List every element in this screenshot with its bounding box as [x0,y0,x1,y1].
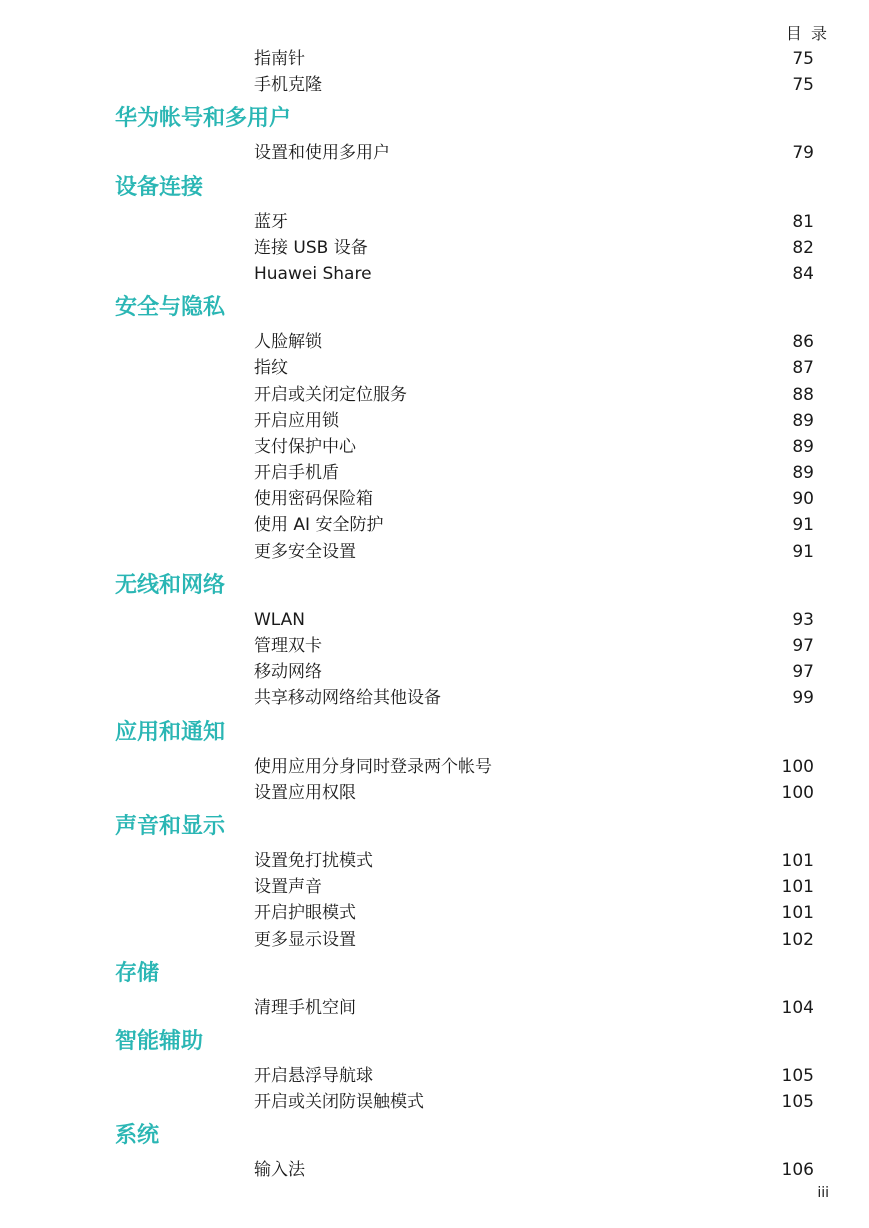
toc-entry-page-number: 104 [781,997,814,1018]
toc-entry-page-number: 106 [781,1160,814,1181]
toc-entry[interactable] [0,261,869,287]
toc-entry-title[interactable]: Huawei Share [254,263,372,284]
toc-entry[interactable] [0,408,869,434]
toc-entry[interactable] [0,329,869,355]
toc-section [0,287,869,565]
section-heading[interactable]: 安全与隐私 [115,295,226,321]
section-entry-list [0,995,869,1021]
toc-entry[interactable] [0,633,869,659]
toc-entry-page-number: 90 [792,489,814,510]
toc-entry-page-number: 84 [792,263,814,284]
section-entry-list [0,140,869,166]
toc-entry[interactable] [0,685,869,711]
toc-entry-page-number: 88 [792,384,814,405]
toc-entry-page-number: 82 [792,237,814,258]
toc-entry-title[interactable]: 人脸解锁 [254,332,322,353]
toc-entry[interactable] [0,486,869,512]
toc-entry[interactable] [0,235,869,261]
section-heading[interactable]: 声音和显示 [115,813,226,839]
toc-entry-page-number: 105 [781,1092,814,1113]
toc-entry-title[interactable]: 设置免打扰模式 [254,850,373,871]
toc-entry-page-number: 101 [781,877,814,898]
section-heading[interactable]: 存储 [115,960,160,986]
lead-entry-list [0,46,869,98]
toc-entry[interactable] [0,539,869,565]
toc-entry[interactable] [0,355,869,381]
toc-entry-title[interactable]: 蓝牙 [254,211,288,232]
toc-entry[interactable] [0,607,869,633]
toc-entry[interactable] [0,140,869,166]
toc-section [0,712,869,806]
toc-entry-page-number: 102 [781,929,814,950]
toc-entry[interactable] [0,72,869,98]
toc-entry-page-number: 89 [792,463,814,484]
toc-entry-page-number: 101 [781,903,814,924]
toc-entry-title[interactable]: 输入法 [254,1160,305,1181]
toc-entry-page-number: 75 [792,49,814,69]
toc-entry-title[interactable]: 更多显示设置 [254,929,356,950]
toc-entry-title[interactable]: 开启护眼模式 [254,903,356,924]
toc-entry-page-number: 101 [781,850,814,871]
toc-entry-title[interactable]: 清理手机空间 [254,997,356,1018]
toc-entry[interactable] [0,1157,869,1183]
toc-entry-page-number: 105 [781,1065,814,1086]
toc-entry[interactable] [0,1089,869,1115]
section-heading[interactable]: 华为帐号和多用户 [115,106,292,132]
toc-entry[interactable] [0,659,869,685]
toc-entry-page-number: 91 [792,515,814,536]
toc-entry[interactable] [0,46,869,72]
toc-section [0,1021,869,1115]
toc-entry-title[interactable]: 移动网络 [254,662,322,683]
page-header: 目 录 [785,24,829,43]
toc-entry-page-number: 89 [792,410,814,431]
section-entry-list [0,209,869,288]
toc-entry-title[interactable]: 指南针 [254,49,305,69]
toc-section [0,806,869,953]
section-heading[interactable]: 智能辅助 [115,1028,204,1054]
toc-entry[interactable] [0,848,869,874]
toc-entry-page-number: 86 [792,332,814,353]
toc-entry-title[interactable]: 手机克隆 [254,75,322,96]
toc-entry[interactable] [0,434,869,460]
toc-entry-title[interactable]: 更多安全设置 [254,541,356,562]
toc-entry-page-number: 97 [792,662,814,683]
toc-entry-page-number: 91 [792,541,814,562]
toc-entry-page-number: 100 [781,756,814,777]
toc-entry-title[interactable]: 设置应用权限 [254,782,356,803]
section-heading[interactable]: 应用和通知 [115,719,226,745]
toc-entry[interactable] [0,874,869,900]
toc-section [0,1115,869,1183]
section-heading[interactable]: 无线和网络 [115,572,226,598]
toc-entry[interactable] [0,995,869,1021]
toc-entry-title[interactable]: 支付保护中心 [254,436,356,457]
toc-entry-title[interactable]: 设置和使用多用户 [254,143,390,164]
section-list [0,98,869,1183]
toc-entry-title[interactable]: 开启悬浮导航球 [254,1065,373,1086]
section-entry-list [0,1063,869,1115]
toc-entry[interactable] [0,900,869,926]
section-entry-list [0,329,869,565]
toc-entry[interactable] [0,754,869,780]
toc-entry-page-number: 75 [792,75,814,96]
section-entry-list [0,848,869,953]
toc-entry-title[interactable]: 开启应用锁 [254,410,339,431]
toc-entry-title[interactable]: 共享移动网络给其他设备 [254,688,441,709]
section-entry-list [0,754,869,806]
toc-entry-page-number: 89 [792,436,814,457]
toc-section [0,167,869,288]
toc-section [0,565,869,712]
section-entry-list [0,1157,869,1183]
toc-entry-title[interactable]: 开启或关闭防误触模式 [254,1092,424,1113]
toc-entry-title[interactable]: 使用应用分身同时登录两个帐号 [254,756,492,777]
section-heading[interactable]: 设备连接 [115,174,204,200]
toc-entry-title[interactable]: 管理双卡 [254,636,322,656]
toc-entry-page-number: 100 [781,782,814,803]
toc-entry-title[interactable]: 指纹 [254,358,288,379]
toc-entry-page-number: 93 [792,609,814,630]
toc-entry[interactable] [0,209,869,235]
toc-entry-page-number: 79 [792,143,814,164]
toc-entry-title[interactable]: 连接 USB 设备 [254,237,368,258]
toc-entry-title[interactable]: 开启或关闭定位服务 [254,384,407,405]
toc-entry[interactable] [0,1063,869,1089]
toc-entry[interactable] [0,382,869,408]
toc-entry-title[interactable]: 开启手机盾 [254,463,339,484]
toc-entry-title[interactable]: 使用 AI 安全防护 [254,515,384,536]
toc-entry[interactable] [0,512,869,538]
toc-entry[interactable] [0,460,869,486]
toc-entry[interactable] [0,780,869,806]
section-heading[interactable]: 系统 [115,1123,160,1149]
toc-entry-page-number: 99 [792,688,814,709]
toc-section [0,98,869,166]
table-of-contents [0,46,869,1183]
toc-entry-title[interactable]: 设置声音 [254,877,322,898]
toc-entry-title[interactable]: WLAN [254,609,306,630]
section-entry-list [0,607,869,712]
toc-section [0,953,869,1021]
toc-entry-title[interactable]: 使用密码保险箱 [254,489,373,510]
toc-entry-page-number: 97 [792,636,814,656]
toc-entry-page-number: 81 [792,211,814,232]
toc-entry-page-number: 87 [792,358,814,379]
page-number: iii [817,1185,829,1201]
toc-entry[interactable] [0,927,869,953]
